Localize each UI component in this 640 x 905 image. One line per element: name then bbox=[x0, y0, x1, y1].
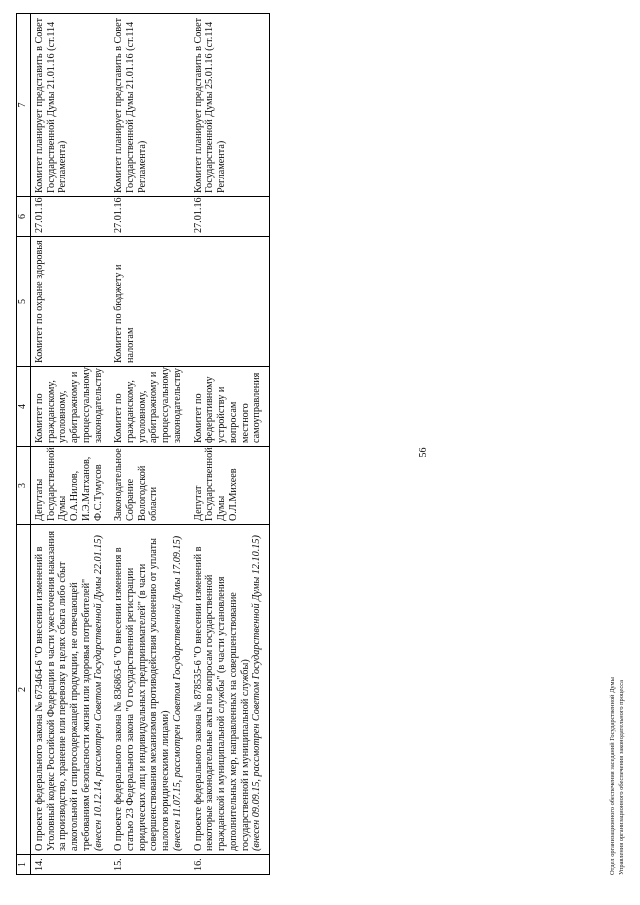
bill-description bbox=[190, 525, 270, 855]
table-row bbox=[110, 14, 189, 875]
column-number: 6 bbox=[17, 197, 31, 237]
page-number: 56 bbox=[418, 447, 429, 458]
column-number: 7 bbox=[17, 14, 31, 197]
bill-initiator: Депутаты Государственной Думы О.А.Нилов, И.Э.Матханов, Ф.С.Тумусов bbox=[31, 447, 111, 525]
co-executor-committee bbox=[190, 237, 270, 367]
bill-note: (внесен 11.07.15, рассмотрен Советом Государственной Думы 17.09.15) bbox=[171, 535, 183, 851]
co-executor-committee: Комитет по бюджету и налогам bbox=[110, 237, 189, 367]
bill-title: О проекте федерального закона № 878535-6 "О внесении изменений в некоторые законодательные акты по вопросам государственной гражданской и муниципальной службы" (в части установления дополнительных мер, направленных на совершенствование государственной и муниципальной службы) bbox=[192, 546, 251, 851]
bill-description bbox=[110, 525, 189, 855]
committee-plan: Комитет планирует представить в Совет Государственной Думы 21.01.16 (ст.114 Регламента) bbox=[110, 14, 189, 197]
committee-plan: Комитет планирует представить в Совет Государственной Думы 25.01.16 (ст.114 Регламента) bbox=[190, 14, 270, 197]
bill-title: О проекте федерального закона № 673464-6 "О внесении изменений в Уголовный кодекс Российской Федерации в части ужесточения наказания за производство, хранение или перевозку в целях сбыта либо сбыт алкогольной и спиртосодержащей продукции, не отвечающей требованиям безопасности жизни или здоровья потребителей" bbox=[34, 530, 92, 851]
table-row bbox=[31, 14, 111, 875]
column-number: 3 bbox=[17, 447, 31, 525]
column-number: 1 bbox=[17, 855, 31, 875]
bill-description bbox=[31, 525, 111, 855]
responsible-committee: Комитет по федеративному устройству и вопросам местного самоуправления bbox=[190, 367, 270, 447]
footer-department: Отдел организационного обеспечения заседаний Государственной Думы bbox=[609, 677, 616, 875]
table-row bbox=[190, 14, 270, 875]
page-footer bbox=[609, 677, 626, 875]
committee-plan: Комитет планирует представить в Совет Государственной Думы 21.01.16 (ст.114 Регламента) bbox=[31, 14, 111, 197]
column-number: 5 bbox=[17, 237, 31, 367]
row-number: 14. bbox=[31, 855, 111, 875]
column-number: 2 bbox=[17, 525, 31, 855]
column-number: 4 bbox=[17, 367, 31, 447]
bill-initiator: Законодательное Собрание Вологодской области bbox=[110, 447, 189, 525]
co-executor-committee: Комитет по охране здоровья bbox=[31, 237, 111, 367]
deadline-date: 27.01.16 bbox=[110, 197, 189, 237]
footer-directorate: Управления организационного обеспечения законодательного процесса bbox=[617, 680, 625, 875]
row-number: 16. bbox=[190, 855, 270, 875]
deadline-date: 27.01.16 bbox=[190, 197, 270, 237]
column-number-row bbox=[17, 14, 31, 875]
row-number: 15. bbox=[110, 855, 189, 875]
responsible-committee: Комитет по гражданскому, уголовному, арбитражному и процессуальному законодательству bbox=[110, 367, 189, 447]
bill-initiator: Депутат Государственной Думы О.Л.Михеев bbox=[190, 447, 270, 525]
bill-note: (внесен 10.12.14, рассмотрен Советом Государственной Думы 22.01.15) bbox=[92, 535, 104, 851]
responsible-committee: Комитет по гражданскому, уголовному, арбитражному и процессуальному законодательству bbox=[31, 367, 111, 447]
deadline-date: 27.01.16 bbox=[31, 197, 111, 237]
bill-note: (внесен 09.09.15, рассмотрен Советом Государственной Думы 12.10.15) bbox=[251, 535, 263, 851]
bill-title: О проекте федерального закона № 836863-6 "О внесении изменения в статью 23 Федерального закона "О государственной регистрации юридических лиц и индивидуальных предпринимателей" (в части совершенствования механизмов противодействия уклонению от уплаты налогов юридическими лицами) bbox=[113, 538, 172, 851]
bills-table bbox=[16, 13, 270, 875]
